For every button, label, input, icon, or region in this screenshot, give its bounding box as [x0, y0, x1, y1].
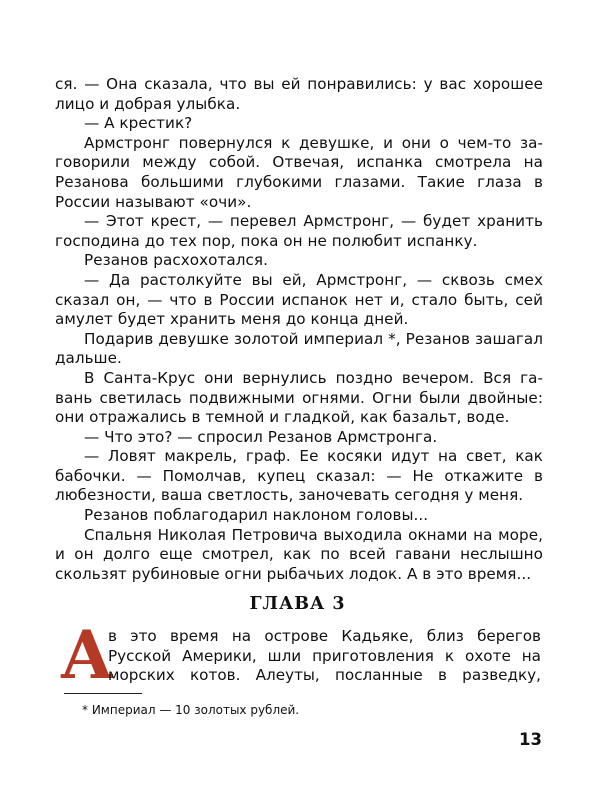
paragraph: Армстронг повернулся к девушке, и они о чем-то заговорили между собой. Отвечая, испанка смотрела на Резанова большими глубокими глазами. Такие глаза в России называют «очи». — [55, 133, 543, 211]
paragraph: — Что это? — спросил Резанов Армстронга. — [84, 427, 438, 446]
paragraph: В Санта-Крус они вернулись поздно вечером. Вся гавань светилась подвижными огнями. Огни были двойные: они отражались в темной и гладкой, как базальт, воде. — [55, 368, 543, 427]
chapter-opening-text — [108, 627, 541, 686]
paragraph: ся. — Она сказала, что вы ей понравились: у вас хорошее лицо и добрая улыбка. — [55, 75, 543, 113]
paragraph: — Да растолкуйте вы ей, Армстронг, — сквозь смех сказал он, — что в России испанок нет и, стало быть, сей амулет будет хранить меня до конца дней. — [55, 270, 543, 329]
paragraph: — Ловят макрель, граф. Ее косяки идут на свет, как бабочки. — Помолчав, купец сказал: — Не откажите в любезности, ваша светлость, заночевать сегодня у меня. — [55, 447, 543, 505]
chapter-heading: ГЛАВА 3 — [249, 594, 346, 614]
paragraph: Подарив девушке золотой империал *, Резанов зашaгал дальше. — [55, 329, 543, 368]
chapter-line: морских котов. Алеуты, посланные в разведку, — [108, 666, 541, 685]
paragraph: Резанов поблагодарил наклоном головы... — [84, 506, 429, 525]
footnote-divider — [64, 693, 142, 694]
page-number: 13 — [519, 730, 542, 749]
chapter-line: в это время на острове Кадьяке, близ берегов — [108, 627, 541, 645]
body-text — [55, 75, 543, 584]
paragraph: Спальня Николая Петровича выходила окнами на море, и он долго еще смотрел, как по всей гавани неслышно скользят рубиновые огни рыбачьих лодок. А в это время... — [55, 525, 543, 583]
paragraph: — А крестик? — [84, 114, 193, 133]
chapter-line: Русской Америки, шли приготовления к охоте на — [108, 646, 541, 665]
paragraph: Резанов расхохотался. — [84, 251, 268, 270]
footnote: * Империал — 10 золотых рублей. — [82, 703, 300, 717]
drop-cap: А — [60, 616, 114, 694]
paragraph: — Этот крест, — перевел Армстронг, — будет хранить господина до тех пор, пока он не полюбит испанку. — [55, 212, 543, 250]
